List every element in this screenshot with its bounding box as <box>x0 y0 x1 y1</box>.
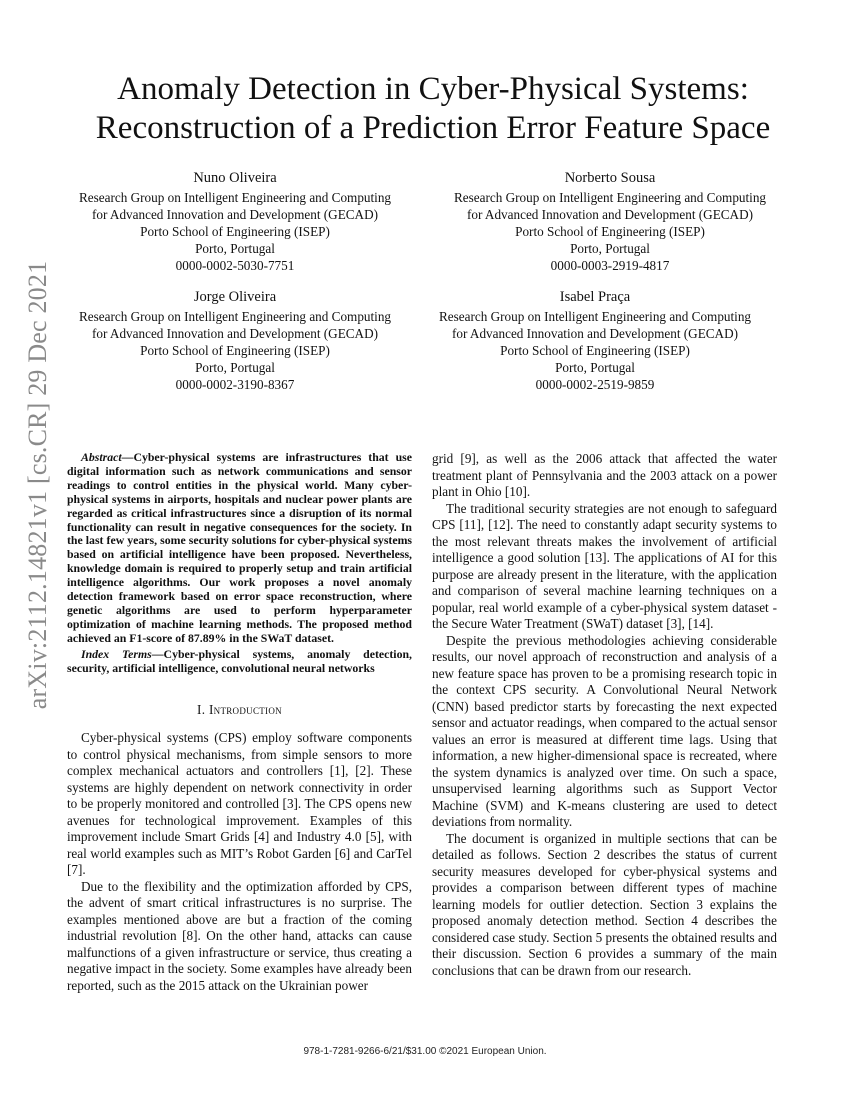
author-affiliation: for Advanced Innovation and Development (GECAD) <box>91 207 379 222</box>
abstract <box>67 451 412 646</box>
author-name: Isabel Praça <box>559 289 631 305</box>
section-numeral: I. <box>197 701 206 717</box>
abstract-text: —Cyber-physical systems are infrastructures that use digital information such as network communications and sensor readings to control entities in the physical world. Many cyber-physical systems in airports, hospitals and nuclear power plants are regarded as critical infrastructures since a disruption of its normal functionality can result in negative consequences for the society. In the last few years, some security solutions for cyber-physical systems based on artificial intelligence have been proposed. Nevertheless, knowledge domain is required to properly setup and train artificial intelligence algorithms. Our work proposes a novel anomaly detection framework based on error space reconstruction, where genetic algorithms are used to perform hyperparameter optimization of machine learning methods. The proposed method achieved an F1-score of 87.89% in the SWaT dataset. <box>67 450 412 645</box>
author-orcid: 0000-0002-3190-8367 <box>175 377 295 392</box>
index-terms-label: Index Terms <box>81 646 152 661</box>
paragraph: grid [9], as well as the 2006 attack that affected the water treatment plant of Pennsylvania and the 2003 attack on a power plant in Ohio [10]. <box>432 451 777 499</box>
arxiv-stamp: arXiv:2112.14821v1 [cs.CR] 29 Dec 2021 <box>23 260 52 710</box>
author-orcid: 0000-0002-2519-9859 <box>535 377 655 392</box>
author-orcid: 0000-0003-2919-4817 <box>550 258 670 273</box>
author-affiliation: Porto School of Engineering (ISEP) <box>515 224 705 239</box>
section-title: Introduction <box>208 701 282 717</box>
author-name: Nuno Oliveira <box>193 170 277 186</box>
author-affiliation: Research Group on Intelligent Engineering and Computing <box>438 309 752 324</box>
author-affiliation: Research Group on Intelligent Engineering and Computing <box>453 190 767 205</box>
author-location: Porto, Portugal <box>195 241 275 256</box>
author-affiliation: Porto School of Engineering (ISEP) <box>500 343 690 358</box>
author-affiliation: Research Group on Intelligent Engineering and Computing <box>78 190 392 205</box>
copyright-footer: 978-1-7281-9266-6/21/$31.00 ©2021 European Union. <box>303 1046 547 1057</box>
author-affiliation: for Advanced Innovation and Development (GECAD) <box>91 326 379 341</box>
author-affiliation: Porto School of Engineering (ISEP) <box>140 224 330 239</box>
author-location: Porto, Portugal <box>555 360 635 375</box>
paper-title <box>50 70 816 148</box>
paragraph: The document is organized in multiple sections that can be detailed as follows. Section 2 describes the status of current security measures developed for cyber-physical systems and provides a comparison between different types of machine learning models for outlier detection. Section 3 explains the proposed anomaly detection method. Section 4 describes the considered case study. Section 5 presents the obtained results and their discussion. Section 6 provides a summary of the main conclusions that can be drawn from our research. <box>432 830 777 978</box>
author-block-4 <box>420 289 770 393</box>
paragraph: Due to the flexibility and the optimization afforded by CPS, the advent of smart critical infrastructures is no surprise. The examples mentioned above are but a fraction of the coming industrial revolution [8]. On the other hand, attacks can cause malfunctions of a given infrastructure or service, thus creating a negative impact in the society. Some examples have already been reported, such as the 2015 attack on the Ukrainian power <box>67 878 412 993</box>
author-block-1 <box>60 170 410 274</box>
right-column <box>432 451 777 979</box>
arxiv-stamp-container <box>18 260 58 710</box>
index-terms <box>67 648 412 676</box>
author-affiliation: for Advanced Innovation and Development (GECAD) <box>466 207 754 222</box>
title-line-1: Anomaly Detection in Cyber-Physical Systems: <box>117 71 749 107</box>
author-block-2 <box>435 170 785 274</box>
author-block-3 <box>60 289 410 393</box>
paragraph: Cyber-physical systems (CPS) employ software components to control physical mechanisms, from simple sensors to more complex mechanical actuators and controllers [1], [2]. These systems are highly dependent on network connectivity in order to be properly monitored and controlled [3]. The CPS opens new avenues for technological improvement. Examples of this improvement include Smart Grids [4] and Industry 4.0 [5], with real world examples such as MIT’s Robot Garden [6] and CarTel [7]. <box>67 730 412 877</box>
title-line-2: Reconstruction of a Prediction Error Feature Space <box>95 110 771 146</box>
index-terms-text: —Cyber-physical systems, anomaly detection, security, artificial intelligence, convolutional neural networks <box>67 646 412 675</box>
paragraph: Despite the previous methodologies achieving considerable results, our novel approach of reconstruction and analysis of a new feature space has proven to be a promising research topic in the context CPS security. A Convolutional Neural Network (CNN) based predictor starts by forecasting the next expected sensor and actuator readings, when compared to the actual sensor values an error is measured at different time lags. Using that information, a new higher-dimensional space is recreated, where the system dynamics is analyzed over time. On such a space, unsupervised learning algorithms such as Support Vector Machine (SVM) and K-means clustering are used to detect deviations from normality. <box>432 632 777 829</box>
author-orcid: 0000-0002-5030-7751 <box>175 258 295 273</box>
author-name: Jorge Oliveira <box>193 289 277 305</box>
author-location: Porto, Portugal <box>195 360 275 375</box>
author-affiliation: for Advanced Innovation and Development (GECAD) <box>451 326 739 341</box>
author-affiliation: Porto School of Engineering (ISEP) <box>140 343 330 358</box>
author-location: Porto, Portugal <box>570 241 650 256</box>
author-name: Norberto Sousa <box>564 170 656 186</box>
abstract-label: Abstract <box>81 450 122 464</box>
section-heading <box>67 702 412 719</box>
left-column <box>67 451 412 994</box>
paragraph: The traditional security strategies are not enough to safeguard CPS [11], [12]. The need to constantly adapt security systems to the most relevant threats makes the involvement of artificial intelligence a good solution [13]. The applications of AI for this purpose are already present in the literature, with the application and comparison of several machine learning techniques on a popular, real world example of a cyber-physical system dataset - the Secure Water Treatment (SWaT) dataset [3], [14]. <box>432 500 777 631</box>
author-affiliation: Research Group on Intelligent Engineering and Computing <box>78 309 392 324</box>
